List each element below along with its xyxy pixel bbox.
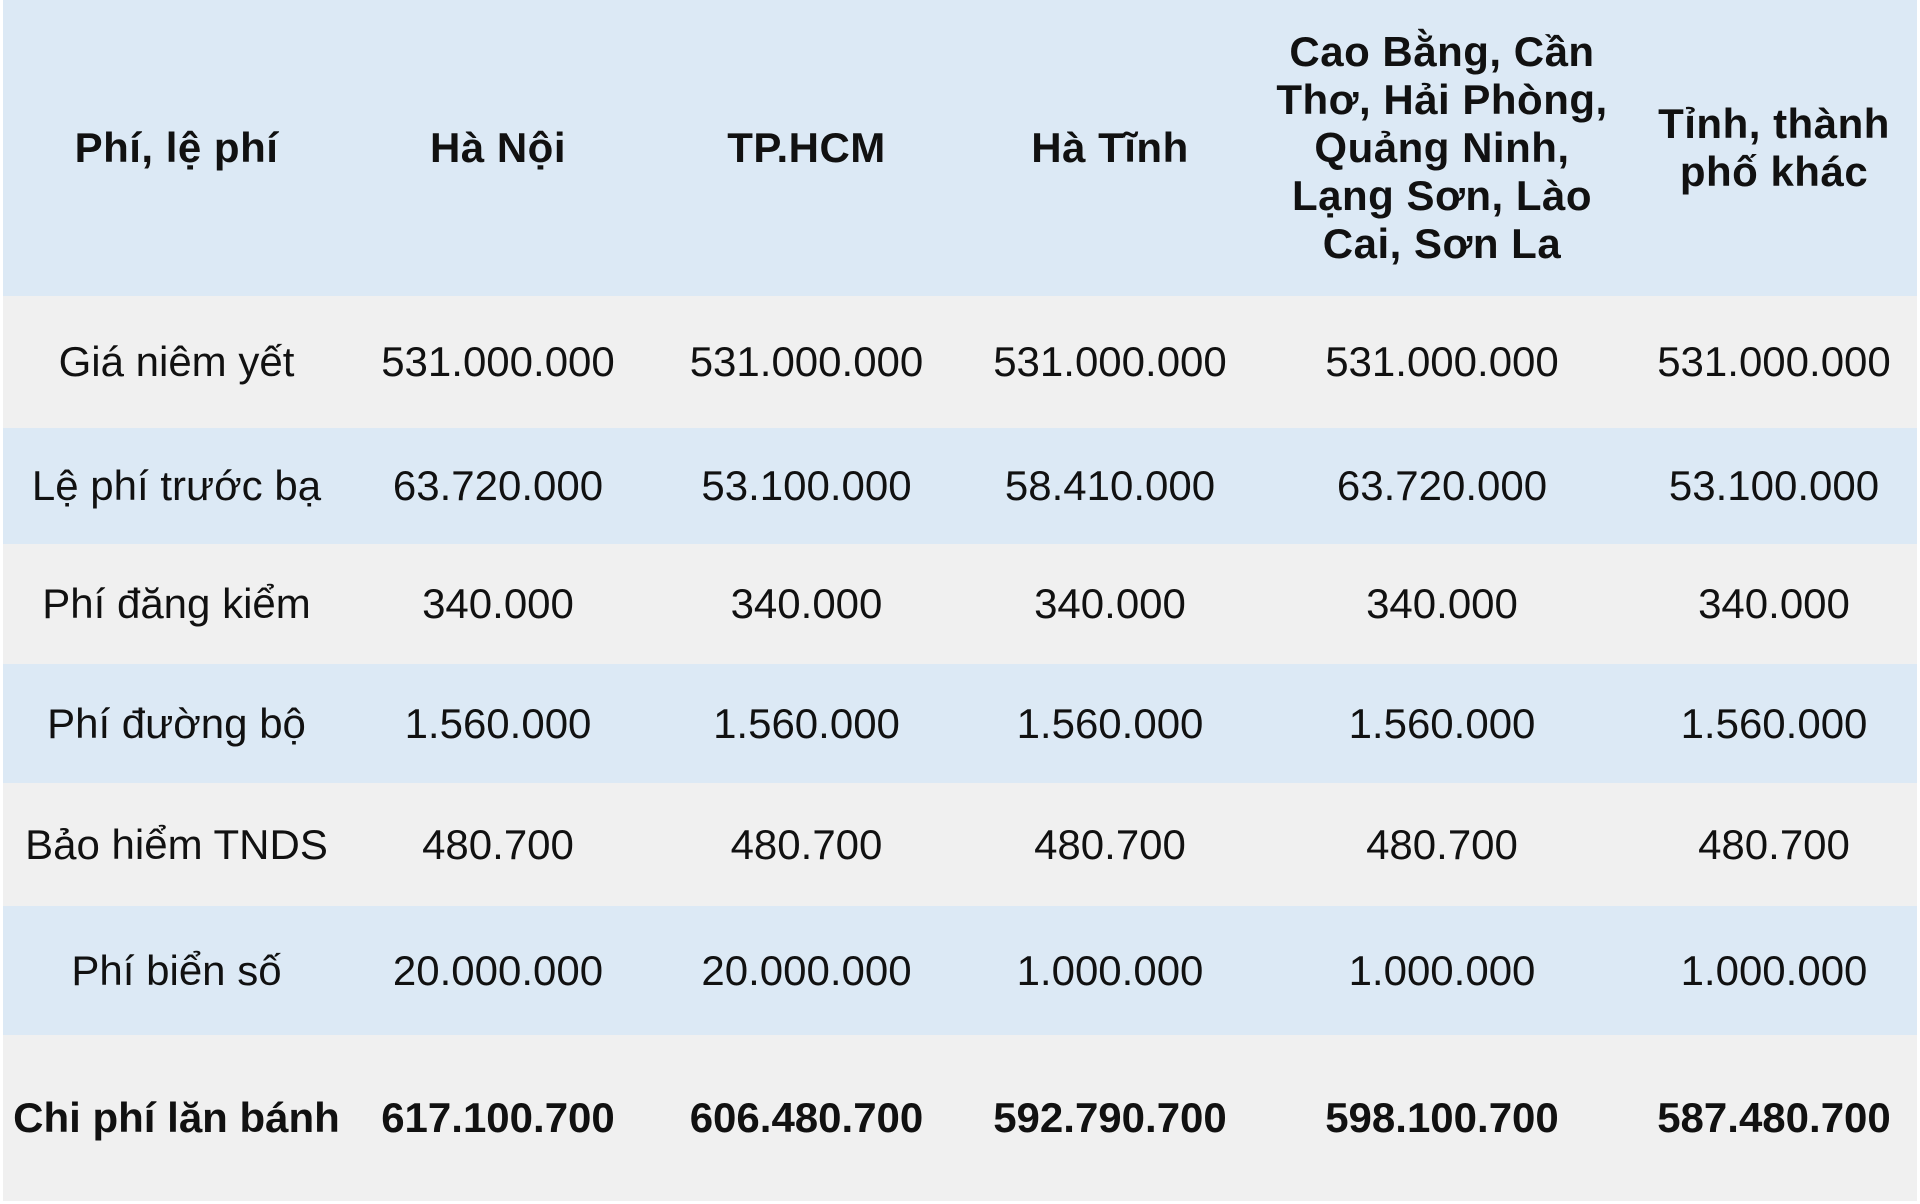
cell-value: 480.700 (1253, 783, 1631, 906)
cell-value: 1.560.000 (646, 664, 967, 783)
total-value: 587.480.700 (1631, 1035, 1917, 1201)
cell-value: 1.000.000 (1631, 906, 1917, 1035)
table-row (3, 296, 1917, 428)
cell-value: 20.000.000 (350, 906, 646, 1035)
row-label: Giá niêm yết (3, 296, 350, 428)
row-label: Phí đường bộ (3, 664, 350, 783)
header-ha-noi: Hà Nội (350, 0, 646, 296)
header-ha-tinh: Hà Tĩnh (967, 0, 1253, 296)
row-label: Lệ phí trước bạ (3, 428, 350, 544)
total-value: 592.790.700 (967, 1035, 1253, 1201)
cell-value: 531.000.000 (1253, 296, 1631, 428)
total-value: 598.100.700 (1253, 1035, 1631, 1201)
cell-value: 20.000.000 (646, 906, 967, 1035)
cell-value: 1.000.000 (967, 906, 1253, 1035)
header-tp-hcm: TP.HCM (646, 0, 967, 296)
table-row (3, 906, 1917, 1035)
cell-value: 58.410.000 (967, 428, 1253, 544)
cell-value: 53.100.000 (1631, 428, 1917, 544)
cell-value: 531.000.000 (967, 296, 1253, 428)
cell-value: 340.000 (646, 544, 967, 664)
cell-value: 340.000 (350, 544, 646, 664)
total-value: 617.100.700 (350, 1035, 646, 1201)
cell-value: 480.700 (646, 783, 967, 906)
cell-value: 63.720.000 (350, 428, 646, 544)
cell-value: 53.100.000 (646, 428, 967, 544)
cell-value: 1.560.000 (1631, 664, 1917, 783)
header-other-provinces: Tỉnh, thành phố khác (1631, 0, 1917, 296)
cell-value: 531.000.000 (350, 296, 646, 428)
cell-value: 340.000 (1253, 544, 1631, 664)
cell-value: 340.000 (1631, 544, 1917, 664)
cell-value: 1.560.000 (967, 664, 1253, 783)
cell-value: 340.000 (967, 544, 1253, 664)
total-label: Chi phí lăn bánh (3, 1035, 350, 1201)
table-header-row (3, 0, 1917, 296)
fee-comparison-table (3, 0, 1917, 1204)
cell-value: 1.560.000 (1253, 664, 1631, 783)
cell-value: 480.700 (350, 783, 646, 906)
cell-value: 480.700 (967, 783, 1253, 906)
table-row (3, 783, 1917, 906)
cell-value: 1.000.000 (1253, 906, 1631, 1035)
total-row (3, 1035, 1917, 1201)
row-label: Phí đăng kiểm (3, 544, 350, 664)
table-row (3, 664, 1917, 783)
total-value: 606.480.700 (646, 1035, 967, 1201)
cell-value: 480.700 (1631, 783, 1917, 906)
cell-value: 1.560.000 (350, 664, 646, 783)
row-label: Phí biển số (3, 906, 350, 1035)
table-row (3, 428, 1917, 544)
table-row (3, 544, 1917, 664)
cell-value: 63.720.000 (1253, 428, 1631, 544)
header-fee-type: Phí, lệ phí (3, 0, 350, 296)
row-label: Bảo hiểm TNDS (3, 783, 350, 906)
cell-value: 531.000.000 (1631, 296, 1917, 428)
cell-value: 531.000.000 (646, 296, 967, 428)
header-group-cities: Cao Bằng, Cần Thơ, Hải Phòng, Quảng Ninh, Lạng Sơn, Lào Cai, Sơn La (1253, 0, 1631, 296)
